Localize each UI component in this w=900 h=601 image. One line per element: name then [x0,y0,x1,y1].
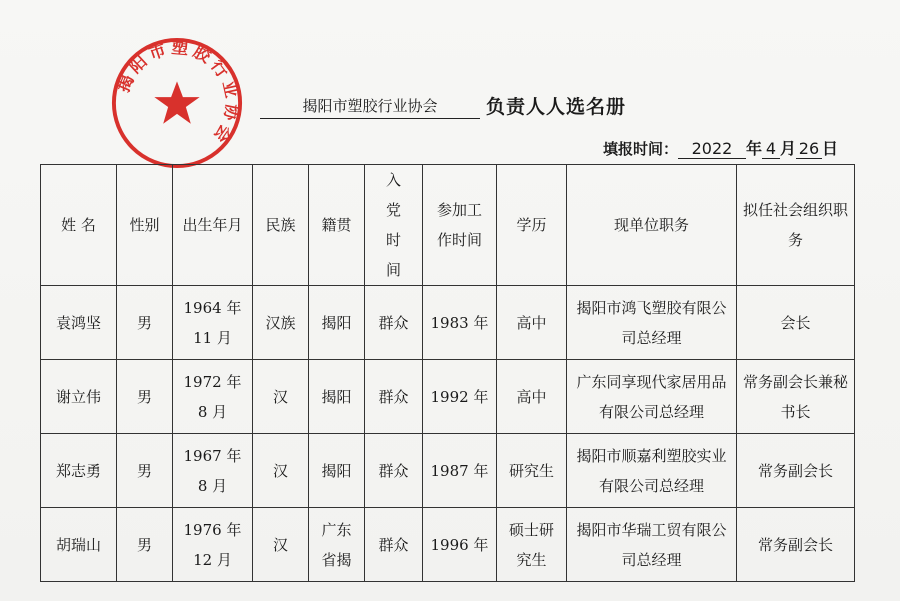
cell-proposed-position: 常务副会长 [737,434,855,508]
cell-work-start: 1992 年 [423,360,497,434]
cell-origin: 揭阳 [309,286,365,360]
cell-work-start: 1987 年 [423,434,497,508]
cell-origin: 广东省揭 [309,508,365,582]
date-month-unit: 月 [779,139,796,158]
cell-ethnicity: 汉 [253,360,309,434]
column-header: 入党时间 [365,165,423,286]
seal-star-icon [154,81,199,123]
cell-birth: 1967 年 8 月 [173,434,253,508]
column-header: 参加工作时间 [423,165,497,286]
date-day: 26 [796,139,822,159]
column-header: 现单位职务 [567,165,737,286]
cell-ethnicity: 汉 [253,434,309,508]
cell-party: 群众 [365,286,423,360]
document-title [260,92,626,119]
date-month: 4 [762,139,780,159]
cell-gender: 男 [117,434,173,508]
cell-work-start: 1983 年 [423,286,497,360]
association-seal [108,34,246,172]
cell-name: 胡瑞山 [41,508,117,582]
cell-current-position: 揭阳市顺嘉利塑胶实业有限公司总经理 [567,434,737,508]
date-year-unit: 年 [745,139,762,158]
date-day-unit: 日 [821,139,838,158]
cell-party: 群众 [365,434,423,508]
cell-gender: 男 [117,508,173,582]
cell-current-position: 揭阳市华瑞工贸有限公司总经理 [567,508,737,582]
column-header: 性别 [117,165,173,286]
cell-birth: 1976 年 12 月 [173,508,253,582]
date-year: 2022 [678,139,746,159]
cell-party: 群众 [365,508,423,582]
cell-education: 硕士研究生 [497,508,567,582]
cell-proposed-position: 常务副会长兼秘书长 [737,360,855,434]
cell-birth: 1964 年 11 月 [173,286,253,360]
column-header: 籍贯 [309,165,365,286]
cell-name: 谢立伟 [41,360,117,434]
cell-current-position: 揭阳市鸿飞塑胶有限公司总经理 [567,286,737,360]
cell-work-start: 1996 年 [423,508,497,582]
table-row [41,508,855,582]
cell-proposed-position: 常务副会长 [737,508,855,582]
cell-ethnicity: 汉 [253,508,309,582]
table-row [41,360,855,434]
table-row [41,286,855,360]
table-row [41,434,855,508]
cell-origin: 揭阳 [309,360,365,434]
cell-gender: 男 [117,286,173,360]
cell-origin: 揭阳 [309,434,365,508]
date-label: 填报时间： [602,140,678,158]
association-name: 揭阳市塑胶行业协会 [260,95,480,119]
table-header-row [41,165,855,286]
column-header: 学历 [497,165,567,286]
report-date [603,136,838,159]
cell-education: 研究生 [497,434,567,508]
cell-proposed-position: 会长 [737,286,855,360]
cell-gender: 男 [117,360,173,434]
column-header: 拟任社会组织职务 [737,165,855,286]
svg-text:揭阳市塑胶行业协会: 揭阳市塑胶行业协会 [112,37,244,150]
cell-ethnicity: 汉族 [253,286,309,360]
cell-current-position: 广东同享现代家居用品有限公司总经理 [567,360,737,434]
candidate-table [40,164,855,582]
cell-education: 高中 [497,286,567,360]
column-header: 民族 [253,165,309,286]
cell-education: 高中 [497,360,567,434]
cell-name: 郑志勇 [41,434,117,508]
column-header: 姓 名 [41,165,117,286]
cell-party: 群众 [365,360,423,434]
column-header: 出生年月 [173,165,253,286]
cell-name: 袁鸿坚 [41,286,117,360]
roster-title: 负责人人选名册 [486,96,627,118]
cell-birth: 1972 年 8 月 [173,360,253,434]
